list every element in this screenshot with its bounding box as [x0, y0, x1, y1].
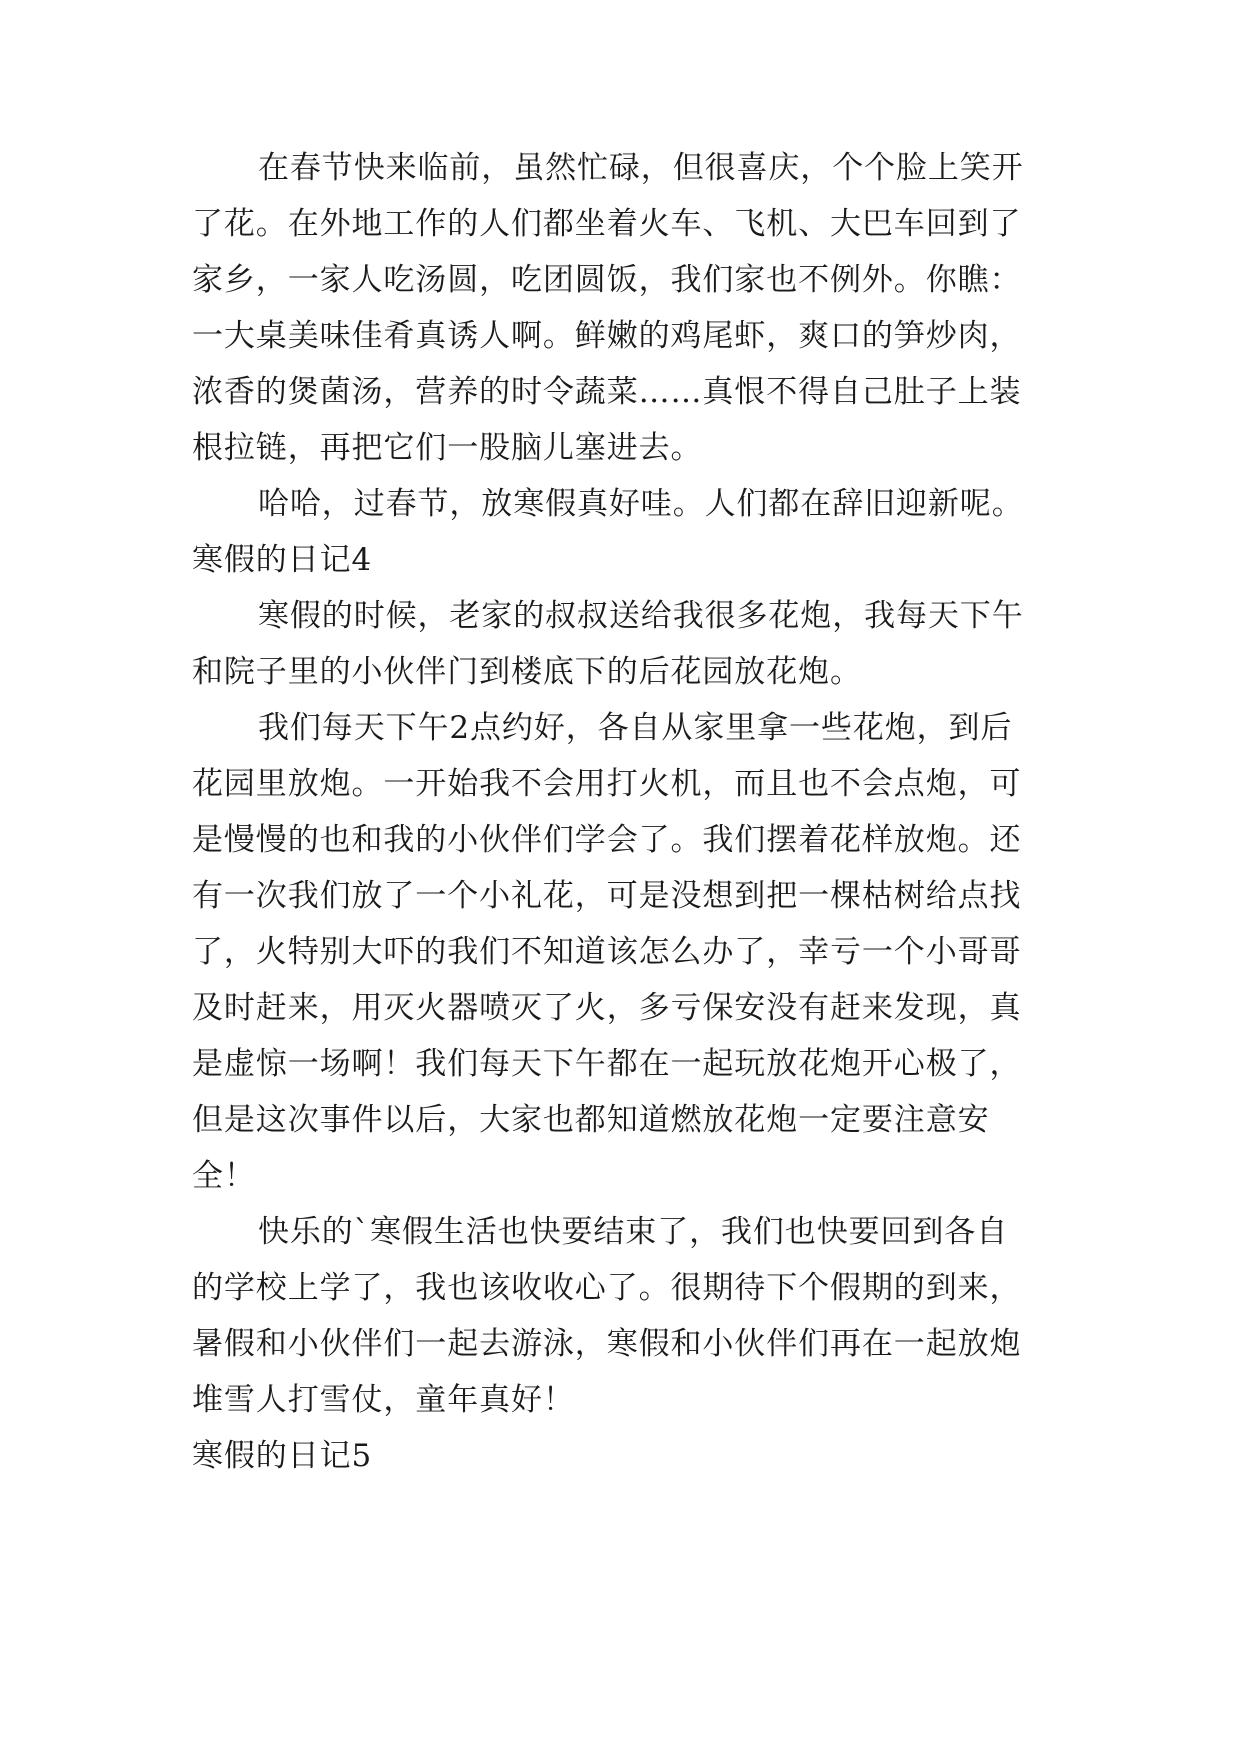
paragraph-line: 家乡，一家人吃汤圆，吃团圆饭，我们家也不例外。你瞧： — [192, 262, 1022, 298]
paragraph-line: 是虚惊一场啊！我们每天下午都在一起玩放花炮开心极了， — [192, 1046, 1022, 1082]
paragraph-line: 和院子里的小伙伴门到楼底下的后花园放花炮。 — [192, 654, 862, 690]
paragraph-line: 的学校上学了，我也该收收心了。很期待下个假期的到来， — [192, 1270, 1022, 1306]
paragraph-line: 快乐的`寒假生活也快要结束了，我们也快要回到各自 — [258, 1214, 1009, 1250]
paragraph-line: 及时赶来，用灭火器喷灭了火，多亏保安没有赶来发现，真 — [192, 990, 1022, 1026]
paragraph-line: 花园里放炮。一开始我不会用打火机，而且也不会点炮，可 — [192, 766, 1022, 802]
paragraph-line: 了花。在外地工作的人们都坐着火车、飞机、大巴车回到了 — [192, 206, 1022, 242]
paragraph-line: 了，火特别大吓的我们不知道该怎么办了，幸亏一个小哥哥 — [192, 934, 1022, 970]
paragraph-line: 根拉链，再把它们一股脑儿塞进去。 — [192, 430, 703, 466]
paragraph-line: 在春节快来临前，虽然忙碌，但很喜庆，个个脸上笑开 — [258, 150, 1024, 186]
section-heading: 寒假的日记4 — [192, 542, 373, 578]
paragraph-line: 一大桌美味佳肴真诱人啊。鲜嫩的鸡尾虾，爽口的笋炒肉， — [192, 318, 1022, 354]
paragraph-line: 暑假和小伙伴们一起去游泳，寒假和小伙伴们再在一起放炮 — [192, 1326, 1022, 1362]
paragraph-line: 全！ — [192, 1158, 256, 1194]
paragraph-line: 寒假的时候，老家的叔叔送给我很多花炮，我每天下午 — [258, 598, 1024, 634]
paragraph-line: 但是这次事件以后，大家也都知道燃放花炮一定要注意安 — [192, 1102, 990, 1138]
paragraph-line: 我们每天下午2点约好，各自从家里拿一些花炮，到后 — [258, 710, 1013, 746]
paragraph-line: 是慢慢的也和我的小伙伴们学会了。我们摆着花样放炮。还 — [192, 822, 1022, 858]
paragraph-line: 浓香的煲菌汤，营养的时令蔬菜……真恨不得自己肚子上装 — [192, 374, 1022, 410]
paragraph-line: 有一次我们放了一个小礼花，可是没想到把一棵枯树给点找 — [192, 878, 1022, 914]
paragraph-line: 堆雪人打雪仗，童年真好！ — [192, 1382, 575, 1418]
section-heading: 寒假的日记5 — [192, 1438, 373, 1474]
paragraph-line: 哈哈，过春节，放寒假真好哇。人们都在辞旧迎新呢。 — [258, 486, 1024, 522]
